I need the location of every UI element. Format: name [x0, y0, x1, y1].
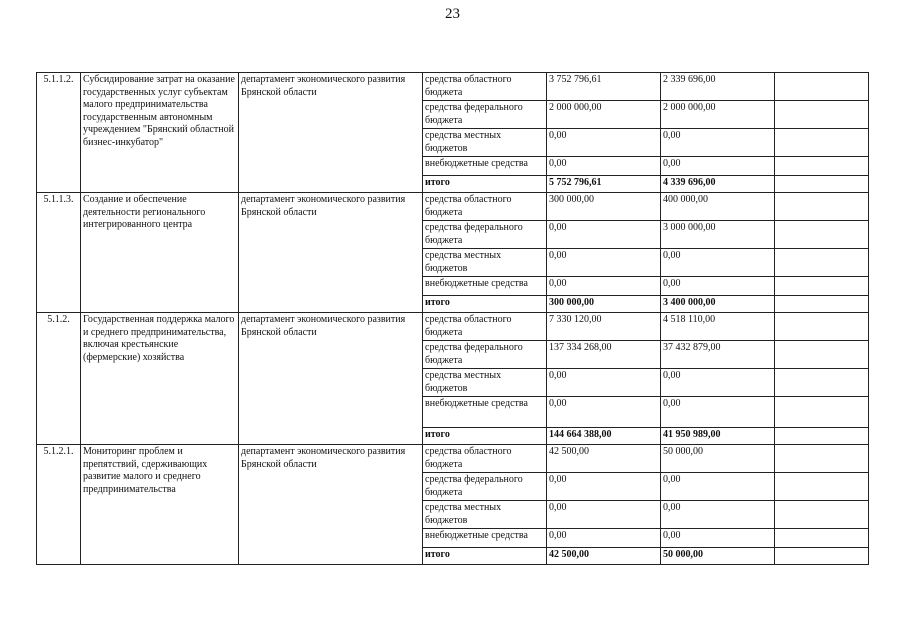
- funding-source-label: внебюджетные средства: [423, 277, 547, 296]
- amount-col-3: [775, 529, 869, 548]
- amount-col-2: 37 432 879,00: [661, 341, 775, 369]
- total-label: итого: [423, 296, 547, 313]
- item-name: Мониторинг проблем и препятствий, сдерживающих развитие малого и среднего предпринимательства: [81, 445, 239, 565]
- amount-col-2: 0,00: [661, 129, 775, 157]
- total-amount-2: 41 950 989,00: [661, 428, 775, 445]
- amount-col-3: [775, 277, 869, 296]
- funding-source-label: внебюджетные средства: [423, 529, 547, 548]
- amount-col-1: 0,00: [547, 501, 661, 529]
- amount-col-3: [775, 221, 869, 249]
- amount-col-3: [775, 445, 869, 473]
- item-executor: департамент экономического развития Брянской области: [239, 445, 423, 565]
- total-amount-3: [775, 176, 869, 193]
- amount-col-2: 0,00: [661, 277, 775, 296]
- amount-col-1: 0,00: [547, 473, 661, 501]
- funding-source-label: средства областного бюджета: [423, 193, 547, 221]
- funding-source-label: средства областного бюджета: [423, 73, 547, 101]
- amount-col-3: [775, 73, 869, 101]
- amount-col-2: 0,00: [661, 529, 775, 548]
- amount-col-2: 2 000 000,00: [661, 101, 775, 129]
- amount-col-3: [775, 313, 869, 341]
- amount-col-1: 0,00: [547, 397, 661, 428]
- funding-source-label: средства федерального бюджета: [423, 341, 547, 369]
- amount-col-2: 3 000 000,00: [661, 221, 775, 249]
- funding-source-label: средства местных бюджетов: [423, 369, 547, 397]
- item-name: Создание и обеспечение деятельности регионального интегрированного центра: [81, 193, 239, 313]
- source-row: [37, 193, 869, 221]
- amount-col-1: 7 330 120,00: [547, 313, 661, 341]
- amount-col-1: 42 500,00: [547, 445, 661, 473]
- source-row: [37, 445, 869, 473]
- budget-table: [36, 72, 869, 565]
- item-code: 5.1.1.3.: [37, 193, 81, 313]
- item-executor: департамент экономического развития Брянской области: [239, 313, 423, 445]
- amount-col-1: 137 334 268,00: [547, 341, 661, 369]
- amount-col-1: 0,00: [547, 249, 661, 277]
- amount-col-1: 2 000 000,00: [547, 101, 661, 129]
- total-label: итого: [423, 176, 547, 193]
- funding-source-label: средства федерального бюджета: [423, 101, 547, 129]
- amount-col-2: 2 339 696,00: [661, 73, 775, 101]
- funding-source-label: средства областного бюджета: [423, 313, 547, 341]
- amount-col-3: [775, 369, 869, 397]
- total-label: итого: [423, 428, 547, 445]
- amount-col-3: [775, 101, 869, 129]
- total-label: итого: [423, 548, 547, 565]
- amount-col-1: 0,00: [547, 277, 661, 296]
- funding-source-label: средства местных бюджетов: [423, 249, 547, 277]
- amount-col-2: 0,00: [661, 369, 775, 397]
- amount-col-2: 4 518 110,00: [661, 313, 775, 341]
- total-amount-1: 300 000,00: [547, 296, 661, 313]
- amount-col-3: [775, 193, 869, 221]
- total-amount-3: [775, 548, 869, 565]
- amount-col-3: [775, 473, 869, 501]
- total-amount-1: 42 500,00: [547, 548, 661, 565]
- total-amount-3: [775, 296, 869, 313]
- amount-col-3: [775, 249, 869, 277]
- total-amount-1: 5 752 796,61: [547, 176, 661, 193]
- item-executor: департамент экономического развития Брянской области: [239, 193, 423, 313]
- amount-col-3: [775, 501, 869, 529]
- funding-source-label: внебюджетные средства: [423, 397, 547, 428]
- source-row: [37, 313, 869, 341]
- amount-col-2: 0,00: [661, 249, 775, 277]
- total-amount-2: 4 339 696,00: [661, 176, 775, 193]
- amount-col-2: 0,00: [661, 473, 775, 501]
- amount-col-2: 0,00: [661, 157, 775, 176]
- amount-col-1: 0,00: [547, 157, 661, 176]
- funding-source-label: внебюджетные средства: [423, 157, 547, 176]
- total-amount-3: [775, 428, 869, 445]
- page-number: 23: [445, 6, 460, 22]
- amount-col-2: 0,00: [661, 501, 775, 529]
- funding-source-label: средства местных бюджетов: [423, 501, 547, 529]
- source-row: [37, 73, 869, 101]
- item-executor: департамент экономического развития Брянской области: [239, 73, 423, 193]
- funding-source-label: средства федерального бюджета: [423, 221, 547, 249]
- funding-source-label: средства областного бюджета: [423, 445, 547, 473]
- amount-col-1: 0,00: [547, 221, 661, 249]
- amount-col-3: [775, 129, 869, 157]
- total-amount-2: 3 400 000,00: [661, 296, 775, 313]
- item-code: 5.1.2.1.: [37, 445, 81, 565]
- budget-table-body: [37, 73, 869, 565]
- amount-col-1: 0,00: [547, 529, 661, 548]
- amount-col-2: 50 000,00: [661, 445, 775, 473]
- amount-col-3: [775, 157, 869, 176]
- amount-col-3: [775, 397, 869, 428]
- total-amount-1: 144 664 388,00: [547, 428, 661, 445]
- total-amount-2: 50 000,00: [661, 548, 775, 565]
- item-name: Государственная поддержка малого и среднего предпринимательства, включая крестьянские (фермерские) хозяйства: [81, 313, 239, 445]
- amount-col-1: 0,00: [547, 129, 661, 157]
- amount-col-3: [775, 341, 869, 369]
- funding-source-label: средства местных бюджетов: [423, 129, 547, 157]
- funding-source-label: средства федерального бюджета: [423, 473, 547, 501]
- amount-col-2: 0,00: [661, 397, 775, 428]
- item-code: 5.1.1.2.: [37, 73, 81, 193]
- amount-col-1: 0,00: [547, 369, 661, 397]
- amount-col-2: 400 000,00: [661, 193, 775, 221]
- item-name: Субсидирование затрат на оказание государственных услуг субъектам малого предпринимательства государственным автономным учреждением "Брянский областной бизнес-инкубатор": [81, 73, 239, 193]
- amount-col-1: 3 752 796,61: [547, 73, 661, 101]
- amount-col-1: 300 000,00: [547, 193, 661, 221]
- item-code: 5.1.2.: [37, 313, 81, 445]
